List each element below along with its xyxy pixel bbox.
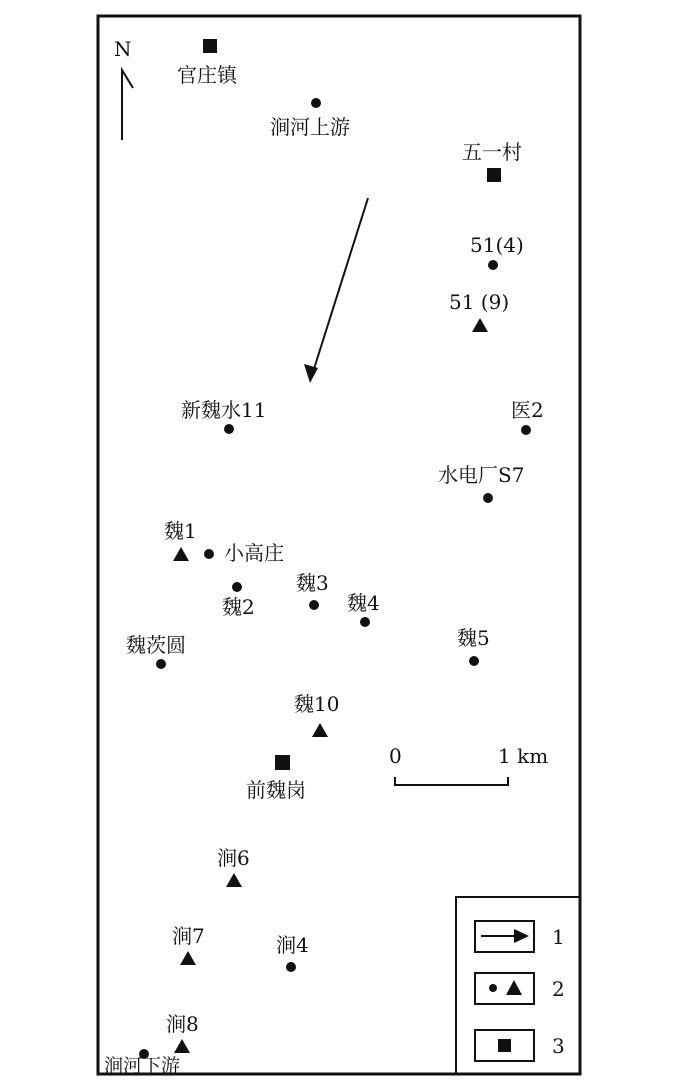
dot-marker bbox=[521, 425, 531, 435]
legend-dot bbox=[489, 984, 497, 992]
dot-marker bbox=[286, 962, 296, 972]
feature-wei3 bbox=[296, 571, 329, 610]
feature-wei4 bbox=[347, 591, 380, 627]
feature-label: 水电厂S7 bbox=[438, 463, 525, 487]
feature-jian4 bbox=[276, 933, 309, 972]
feature-qianweigang bbox=[246, 755, 306, 802]
feature-label: 51(4) bbox=[470, 233, 524, 257]
north-label: N bbox=[114, 37, 132, 61]
dot-marker bbox=[311, 98, 321, 108]
feature-wuyi bbox=[462, 140, 522, 182]
feature-jianhe-up bbox=[270, 98, 350, 139]
feature-label: 魏5 bbox=[457, 626, 490, 650]
triangle-marker bbox=[173, 547, 189, 561]
feature-label: 前魏岗 bbox=[246, 778, 306, 802]
feature-label: 涧7 bbox=[172, 924, 205, 948]
feature-label: 魏1 bbox=[164, 519, 197, 543]
triangle-marker bbox=[312, 723, 328, 737]
dot-marker bbox=[360, 617, 370, 627]
feature-label: 涧4 bbox=[276, 933, 309, 957]
feature-wei1 bbox=[164, 519, 197, 561]
legend-item-square bbox=[475, 1030, 565, 1061]
feature-label: 涧河下游 bbox=[104, 1055, 181, 1077]
feature-label: 小高庄 bbox=[224, 541, 284, 565]
feature-wei10 bbox=[294, 692, 339, 737]
scale-line bbox=[395, 777, 508, 785]
dot-marker bbox=[204, 549, 214, 559]
dot-marker bbox=[469, 656, 479, 666]
legend-item-dot-triangle bbox=[475, 973, 565, 1004]
dot-marker bbox=[224, 424, 234, 434]
legend-key: 1 bbox=[552, 925, 565, 949]
feature-xiaogaozhuang bbox=[204, 541, 284, 565]
legend bbox=[456, 897, 580, 1074]
dot-marker bbox=[156, 659, 166, 669]
square-marker bbox=[275, 755, 290, 770]
feature-label: 新魏水11 bbox=[181, 398, 267, 422]
feature-sdc-s7 bbox=[438, 463, 524, 503]
triangle-marker bbox=[472, 318, 488, 332]
dot-marker bbox=[232, 582, 242, 592]
map-frame bbox=[98, 16, 580, 1074]
north-arrow bbox=[114, 37, 133, 140]
feature-guanzhuang bbox=[177, 39, 239, 87]
feature-jian7 bbox=[172, 924, 205, 965]
triangle-marker bbox=[180, 951, 196, 965]
feature-51-4 bbox=[470, 233, 524, 270]
feature-label: 魏3 bbox=[296, 571, 329, 595]
triangle-marker bbox=[174, 1039, 190, 1053]
feature-jian6 bbox=[217, 846, 250, 887]
scale-bar bbox=[389, 744, 548, 785]
feature-xinwei11 bbox=[181, 398, 266, 434]
dot-marker bbox=[483, 493, 493, 503]
feature-label: 51 (9) bbox=[449, 290, 510, 314]
legend-key: 3 bbox=[552, 1034, 565, 1058]
square-marker bbox=[487, 168, 501, 182]
feature-label: 涧8 bbox=[166, 1012, 199, 1036]
dot-marker bbox=[488, 260, 498, 270]
feature-label: 魏2 bbox=[222, 595, 255, 619]
feature-jianhe-down bbox=[104, 1049, 180, 1077]
feature-label: 魏4 bbox=[347, 591, 380, 615]
feature-label: 涧6 bbox=[217, 846, 250, 870]
dot-marker bbox=[309, 600, 319, 610]
legend-arrow-head bbox=[514, 929, 529, 943]
flow-direction-arrow bbox=[304, 198, 368, 383]
feature-label: 魏10 bbox=[294, 692, 340, 716]
feature-jian8 bbox=[166, 1012, 199, 1053]
legend-box bbox=[475, 973, 534, 1004]
triangle-marker bbox=[226, 873, 242, 887]
feature-label: 魏茨圆 bbox=[126, 633, 186, 657]
feature-wei5 bbox=[457, 626, 490, 666]
feature-label: 官庄镇 bbox=[177, 63, 237, 87]
feature-label: 医2 bbox=[511, 398, 544, 422]
feature-weicy bbox=[126, 633, 186, 669]
legend-triangle bbox=[506, 980, 522, 995]
scale-start-label: 0 bbox=[389, 744, 402, 768]
feature-yi2 bbox=[511, 398, 544, 435]
legend-square bbox=[498, 1039, 511, 1052]
feature-label: 涧河上游 bbox=[270, 115, 350, 139]
legend-item-arrow bbox=[475, 921, 565, 952]
feature-label: 五一村 bbox=[462, 140, 522, 164]
legend-key: 2 bbox=[552, 977, 565, 1001]
square-marker bbox=[203, 39, 217, 53]
scale-end-label: 1 km bbox=[498, 744, 549, 768]
north-arrow-shaft bbox=[122, 70, 133, 140]
feature-wei2 bbox=[222, 582, 255, 619]
feature-51-9 bbox=[449, 290, 509, 332]
